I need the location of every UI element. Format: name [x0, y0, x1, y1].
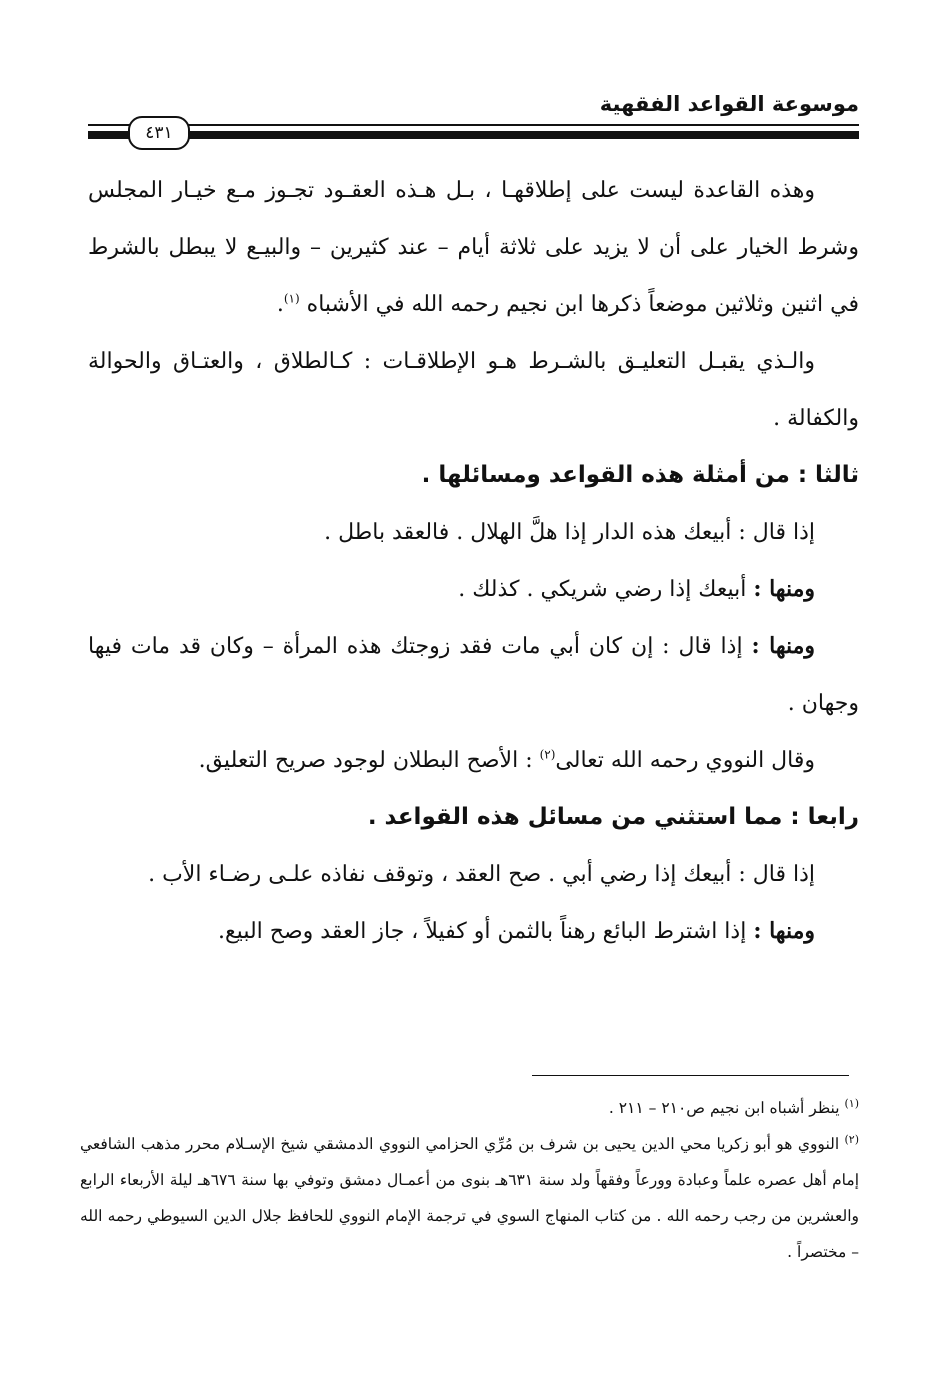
paragraph-1-text: وهذه القاعدة ليست على إطلاقهـا ، بـل هـذه العقـود تجـوز مـع خيـار المجلس وشرط الخيار على أن لا يزيد على ثلاثة أيام – عند كثيرين – والبيـع لا يبطل بالشرط في اثنين وثلاثين موضعاً ذكرها ابن نجيم رحمه الله في الأشباه [88, 178, 859, 317]
header-thick-rule [88, 131, 859, 139]
paragraph-8-lead: ومنها : [753, 918, 815, 944]
paragraph-6-end: : الأصح البطلان لوجود صريح التعليق. [198, 748, 540, 773]
section-heading-4: رابعا : مما استثني من مسائل هذه القواعد . [367, 804, 859, 830]
paragraph-6 [88, 732, 859, 789]
running-header-title: موسوعة القواعد الفقهية [599, 92, 859, 116]
paragraph-2: والـذي يقبـل التعليـق بالشـرط هـو الإطلاقـات : كـالطلاق ، والعتـاق والحوالة والكفالة . [88, 349, 859, 431]
footnote-1-mark: (١) [844, 1096, 859, 1110]
paragraph-5-text: إذا قال : إن كان أبي مات فقد زوجتك هذه المرأة – وكان قد مات فيها وجهان . [88, 634, 859, 716]
footnote-2-text: النووي هو أبو زكريا محي الدين يحيى بن شرف بن مُرِّي الحزامي النووي الدمشقي شيخ الإسـلام محرر مذهب الشافعي إمام أهل عصره علماً وعبادة وورعاً وفقهاً ولد سنة ٦٣١هـ بنوى من أعمـال دمشق وتوفي بها سنة ٦٧٦هـ ليلة الأربعاء الرابع والعشرين من رجب رحمه الله . من كتاب المنهاج السوي في ترجمة الإمام النووي للحافظ جلال الدين السيوطي رحمه الله – مختصراً . [80, 1135, 859, 1261]
paragraph-5-lead: ومنها : [751, 633, 816, 659]
page-number-badge: ٤٣١ [128, 116, 190, 150]
paragraph-4-text: أبيعك إذا رضي شريكي . كذلك . [458, 577, 754, 602]
footnote-ref-2[interactable]: (٢) [539, 747, 556, 762]
header-thin-rule [88, 124, 859, 126]
footnotes [80, 1090, 859, 1270]
main-text [88, 162, 859, 960]
paragraph-3: إذا قال : أبيعك هذه الدار إذا هلَّ الهلال . فالعقد باطل . [324, 520, 815, 545]
footnote-1 [80, 1090, 859, 1126]
paragraph-4-lead: ومنها : [753, 576, 815, 602]
paragraph-8-text: إذا اشترط البائع رهناً بالثمن أو كفيلاً ، جاز العقد وصح البيع. [217, 919, 754, 944]
paragraph-8 [88, 903, 859, 960]
footnote-2 [80, 1126, 859, 1270]
paragraph-7: إذا قال : أبيعك إذا رضي أبي . صح العقد ، وتوقف نفاذه علـى رضـاء الأب . [148, 862, 815, 887]
footnote-separator [532, 1075, 849, 1076]
paragraph-5 [88, 618, 859, 732]
section-heading-3: ثالثا : من أمثلة هذه القواعد ومسائلها . [421, 462, 859, 488]
footnote-2-mark: (٢) [844, 1132, 859, 1146]
footnote-ref-1[interactable]: (١) [283, 291, 300, 306]
paragraph-6-start: وقال النووي رحمه الله تعالى [555, 748, 815, 773]
footnote-1-text: ينظر أشباه ابن نجيم ص٢١٠ – ٢١١ . [608, 1099, 845, 1117]
paragraph-4 [88, 561, 859, 618]
paragraph-1 [88, 162, 859, 333]
paragraph-1-end: . [276, 292, 284, 317]
